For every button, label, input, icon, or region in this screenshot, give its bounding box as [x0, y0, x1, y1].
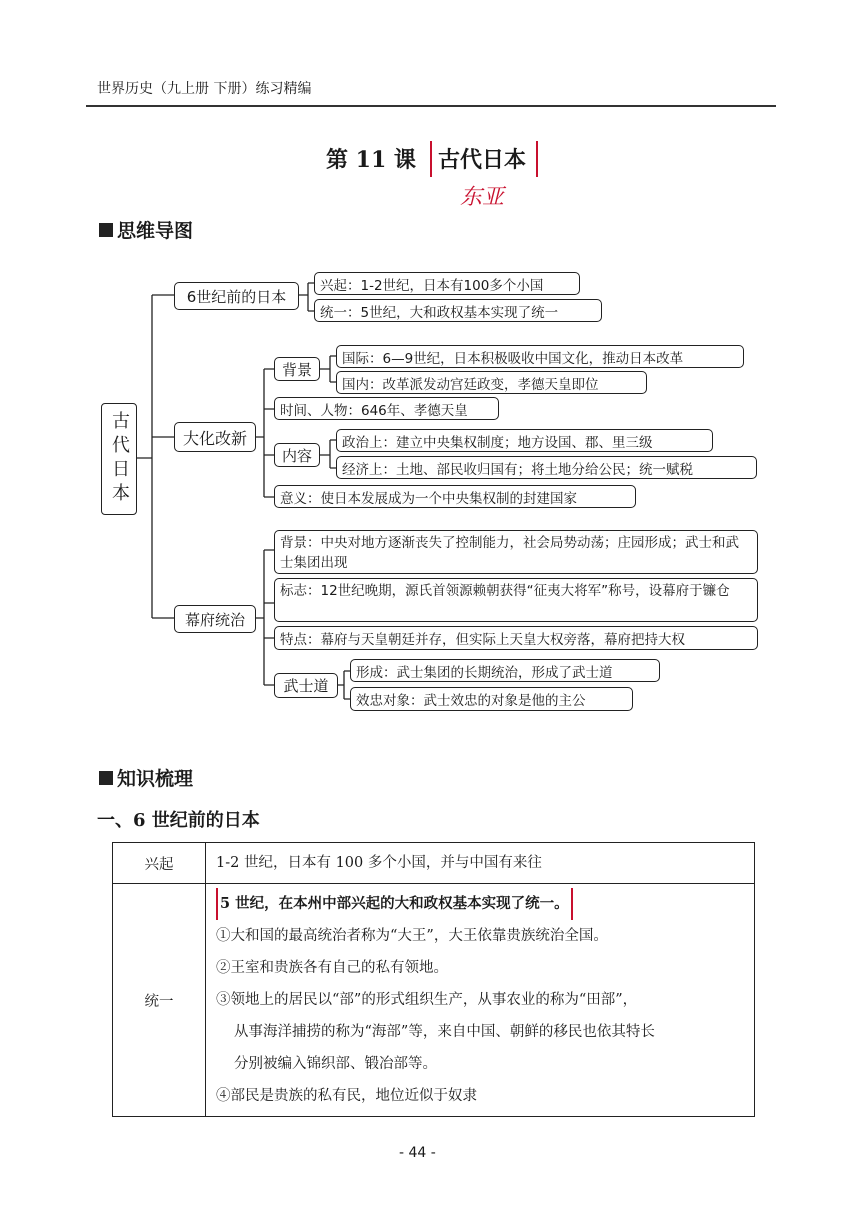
row-content-rise: 1-2 世纪，日本有 100 多个小国，并与中国有来往: [206, 843, 755, 884]
n2-meaning: 意义：使日本发展成为一个中央集权制的封建国家: [274, 485, 636, 508]
n2-content-label: 内容: [274, 443, 320, 467]
lesson-topic: 古代日本: [438, 147, 527, 173]
n2-time-people: 时间、人物：646年、孝德天皇: [274, 397, 499, 420]
row-head-unify: 统一: [113, 884, 206, 1117]
table-row: [113, 843, 755, 884]
n3-bushido-loyalty: 效忠对象：武士效忠的对象是他的主公: [350, 687, 633, 711]
unify-line: 5 世纪，在本州中部兴起的大和政权基本实现了统一。: [216, 888, 573, 920]
lesson-number: 第 11 课: [326, 147, 416, 173]
n2-background-label: 背景: [274, 357, 320, 381]
unify-line: 从事海洋捕捞的称为“海部”等，来自中国、朝鲜的移民也依其特长: [234, 1024, 655, 1040]
knowledge-table: [112, 842, 755, 1117]
node-shogunate: 幕府统治: [174, 605, 256, 633]
node-pre-6th-century: 6世纪前的日本: [174, 282, 299, 310]
n2-content-economic: 经济上：土地、部民收归国有；将土地分给公民；统一赋税: [336, 456, 757, 479]
section-knowledge-label: 知识梳理: [117, 768, 194, 790]
table-row: [113, 884, 755, 1117]
square-bullet-icon: [99, 771, 113, 785]
section-knowledge-heading: [99, 764, 193, 791]
mindmap-root: 古代日本: [101, 403, 137, 515]
unify-line: ④部民是贵族的私有民，地位近似于奴隶: [216, 1088, 477, 1104]
row-head-rise: 兴起: [113, 843, 206, 884]
n3-background: 背景：中央对地方逐渐丧失了控制能力，社会局势动荡；庄园形成；武士和武士集团出现: [274, 530, 758, 574]
n3-bushido-label: 武士道: [274, 673, 338, 698]
book-title: 世界历史（九上册 下册）练习精编: [97, 81, 312, 97]
n2-bg-international: 国际：6—9世纪，日本积极吸收中国文化，推动日本改革: [336, 345, 744, 368]
node-taika-reform: 大化改新: [174, 422, 256, 452]
n3-bushido-formation: 形成：武士集团的长期统治，形成了武士道: [350, 659, 660, 682]
n3-sign: 标志：12世纪晚期，源氏首领源赖朝获得“征夷大将军”称号，设幕府于镰仓: [274, 578, 758, 622]
n3-feature: 特点：幕府与天皇朝廷并存，但实际上天皇大权旁落，幕府把持大权: [274, 626, 758, 650]
unify-line: 分别被编入锦织部、锻冶部等。: [234, 1056, 437, 1072]
n1-unify-item: 统一：5世纪，大和政权基本实现了统一: [314, 299, 602, 322]
n1-rise-item: 兴起：1-2世纪，日本有100多个小国: [314, 272, 580, 295]
handwritten-note: 东亚: [460, 185, 505, 210]
unify-line: ②王室和贵族各有自己的私有领地。: [216, 960, 448, 976]
section-mindmap-label: 思维导图: [117, 220, 194, 242]
subsection-heading: 一、6 世纪前的日本: [97, 810, 260, 831]
n2-content-political: 政治上：建立中央集权制度；地方设国、郡、里三级: [336, 429, 713, 452]
n2-bg-domestic: 国内：改革派发动宫廷政变，孝德天皇即位: [336, 371, 647, 394]
row-content-unify: [206, 884, 755, 1117]
unify-line: ①大和国的最高统治者称为“大王”，大王依靠贵族统治全国。: [216, 928, 608, 944]
page-number: - 44 -: [399, 1145, 436, 1161]
unify-line: ③领地上的居民以“部”的形式组织生产，从事农业的称为“田部”，: [216, 992, 638, 1008]
